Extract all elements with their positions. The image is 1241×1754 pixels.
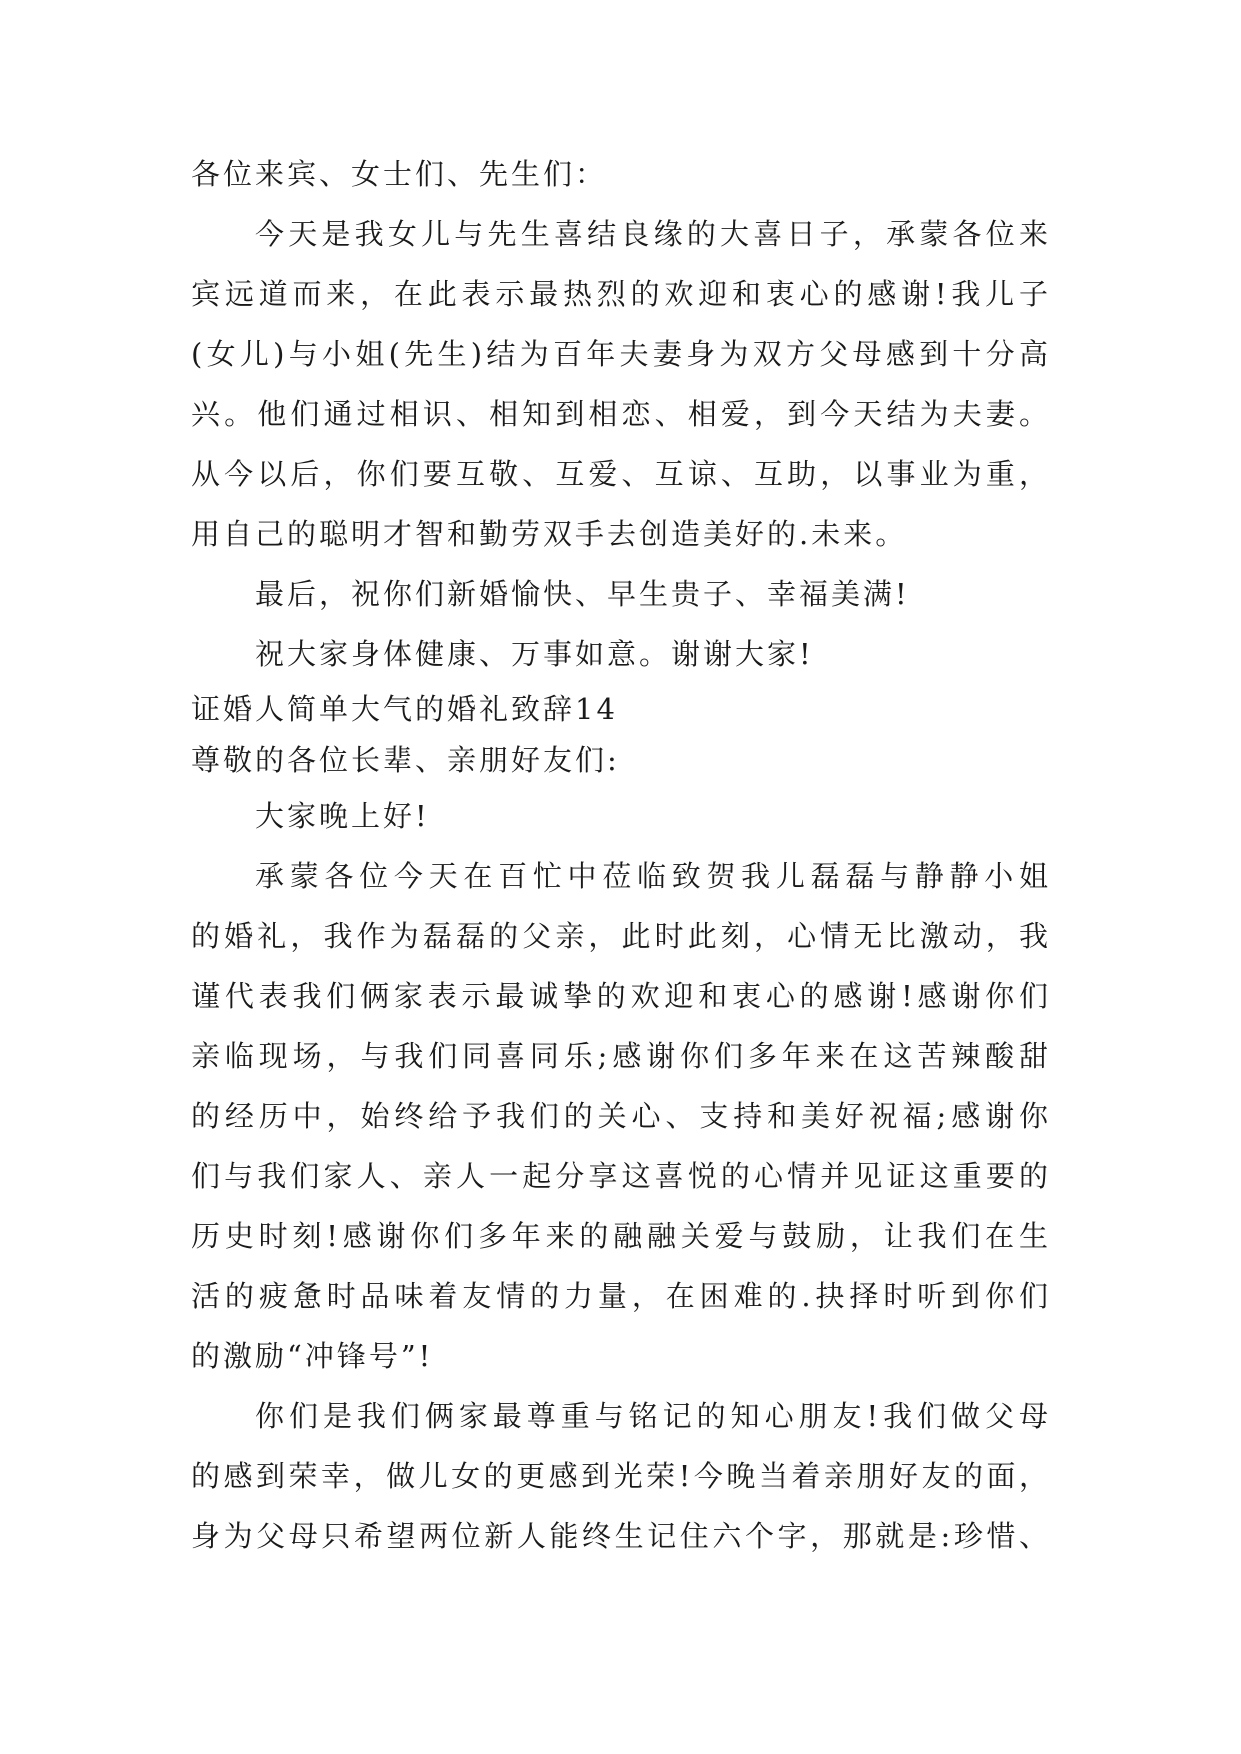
paragraph-line: 历史时刻!感谢你们多年来的融融关爱与鼓励，让我们在生: [191, 1219, 1051, 1253]
document-body: [191, 144, 1051, 1566]
section-title: 证婚人简单大气的婚礼致辞14: [191, 692, 618, 726]
paragraph-line: 今天是我女儿与先生喜结良缘的大喜日子，承蒙各位来: [255, 217, 1051, 251]
paragraph: 最后，祝你们新婚愉快、早生贵子、幸福美满!: [255, 577, 910, 611]
salutation: 尊敬的各位长辈、亲朋好友们:: [191, 743, 620, 777]
paragraph: [191, 204, 1051, 564]
paragraph-line: 兴。他们通过相识、相知到相恋、相爱，到今天结为夫妻。: [191, 397, 1051, 431]
paragraph-line: 亲临现场，与我们同喜同乐;感谢你们多年来在这苦辣酸甜: [191, 1039, 1051, 1073]
paragraph-line: 活的疲惫时品味着友情的力量，在困难的.抉择时听到你们: [191, 1279, 1051, 1313]
paragraph-line: 们与我们家人、亲人一起分享这喜悦的心情并见证这重要的: [191, 1159, 1051, 1193]
paragraph-line: 的婚礼，我作为磊磊的父亲，此时此刻，心情无比激动，我: [191, 919, 1051, 953]
paragraph: 祝大家身体健康、万事如意。谢谢大家!: [255, 637, 814, 671]
paragraph-line: 身为父母只希望两位新人能终生记住六个字，那就是:珍惜、: [191, 1519, 1051, 1553]
paragraph-line: 宾远道而来，在此表示最热烈的欢迎和衷心的感谢!我儿子: [191, 277, 1051, 311]
paragraph-line: 承蒙各位今天在百忙中莅临致贺我儿磊磊与静静小姐: [255, 859, 1051, 893]
paragraph-line: 你们是我们俩家最尊重与铭记的知心朋友!我们做父母: [255, 1399, 1051, 1433]
paragraph-line: 谨代表我们俩家表示最诚挚的欢迎和衷心的感谢!感谢你们: [191, 979, 1051, 1013]
paragraph: [191, 846, 1051, 1386]
paragraph-line: 用自己的聪明才智和勤劳双手去创造美好的.未来。: [191, 517, 908, 551]
paragraph-line: 从今以后，你们要互敬、互爱、互谅、互助，以事业为重，: [191, 457, 1051, 491]
paragraph-line: 的经历中，始终给予我们的关心、支持和美好祝福;感谢你: [191, 1099, 1051, 1133]
paragraph-line: 的感到荣幸，做儿女的更感到光荣!今晚当着亲朋好友的面，: [191, 1459, 1051, 1493]
paragraph-line: 的激励“冲锋号”!: [191, 1339, 434, 1373]
salutation: 各位来宾、女士们、先生们：: [191, 157, 608, 191]
paragraph: [191, 1386, 1051, 1566]
greeting: 大家晚上好!: [255, 799, 430, 833]
paragraph-line: (女儿)与小姐(先生)结为百年夫妻身为双方父母感到十分高: [191, 337, 1051, 371]
